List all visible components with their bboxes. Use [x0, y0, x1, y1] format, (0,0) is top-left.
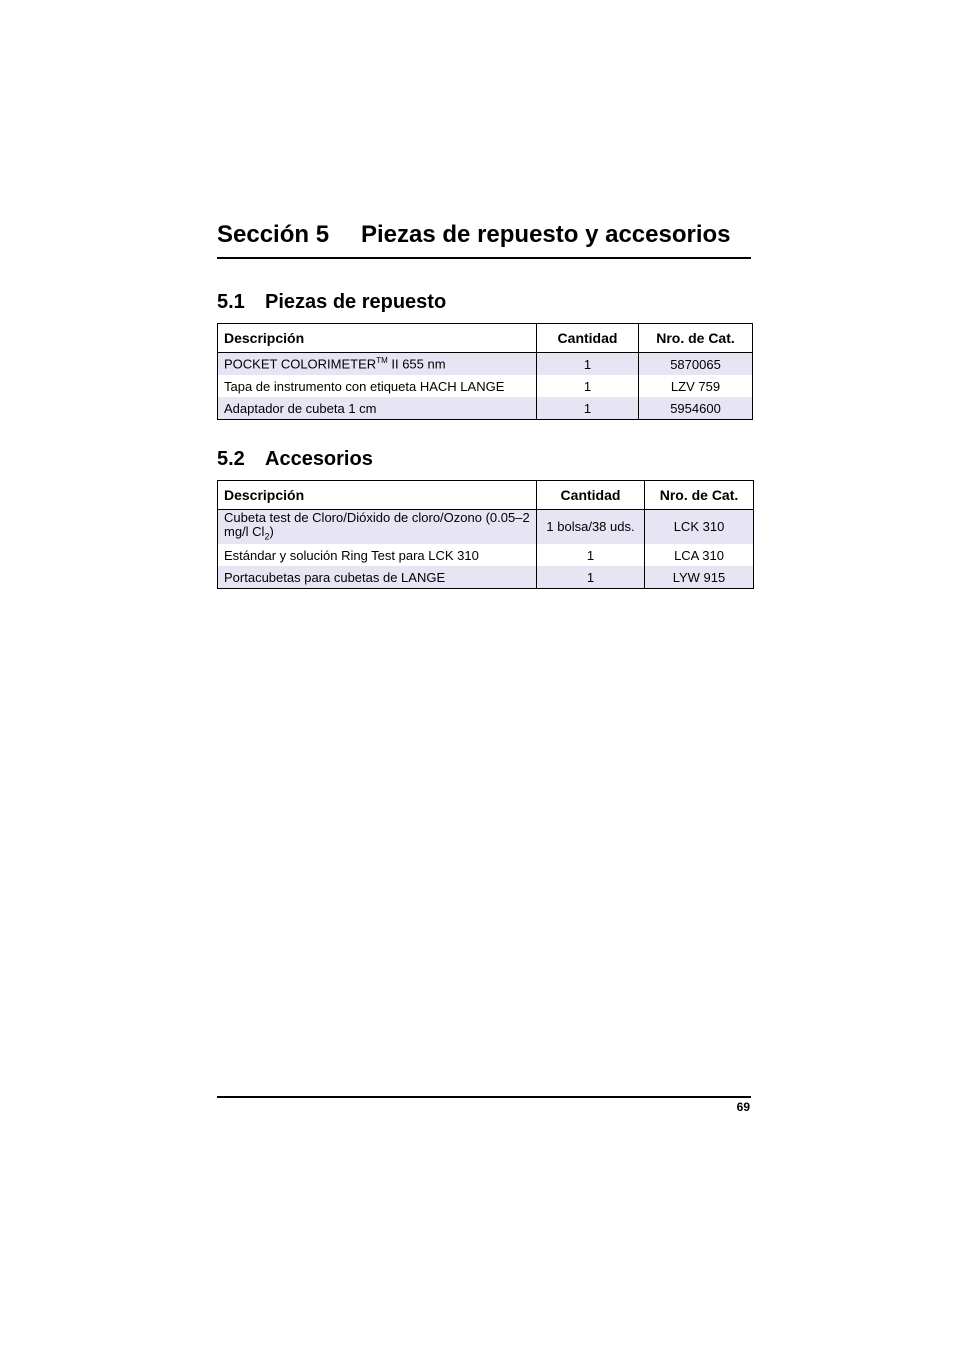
row-catalog-number: 5954600 — [639, 397, 753, 420]
table-header-row — [218, 324, 753, 353]
row-catalog-number: LCK 310 — [645, 510, 754, 545]
row-catalog-number: LZV 759 — [639, 375, 753, 397]
table-row — [218, 375, 753, 397]
row-description: Cubeta test de Cloro/Dióxido de cloro/Ozono (0.05–2 mg/l $Cl_2$) — [218, 510, 537, 545]
column-header-description: Descripción — [218, 324, 537, 353]
row-catalog-number: LYW 915 — [645, 566, 754, 589]
spare-parts-table — [217, 323, 753, 420]
table-row — [218, 566, 754, 589]
subsection-heading-accessories — [217, 447, 373, 471]
row-quantity: 1 — [537, 397, 639, 420]
subscript: 2 — [264, 531, 270, 542]
column-header-description: Descripción — [218, 481, 537, 510]
section-heading — [217, 219, 751, 259]
subsection-title: Piezas de repuesto — [265, 291, 447, 313]
row-catalog-number: LCA 310 — [645, 544, 754, 566]
row-quantity: 1 — [537, 353, 639, 376]
subsection-number: 5.1 — [217, 291, 245, 313]
page-number: 69 — [736, 1100, 750, 1114]
row-quantity: 1 — [537, 566, 645, 589]
column-header-catalog-number: Nro. de Cat. — [639, 324, 753, 353]
table-header-row — [218, 481, 754, 510]
row-catalog-number: 5870065 — [639, 353, 753, 376]
table-row — [218, 544, 754, 566]
row-description: Adaptador de cubeta 1 cm — [218, 397, 537, 420]
row-quantity: 1 — [537, 544, 645, 566]
table-row — [218, 397, 753, 420]
table-row — [218, 353, 753, 376]
row-description: Portacubetas para cubetas de LANGE — [218, 566, 537, 589]
column-header-quantity: Cantidad — [537, 324, 639, 353]
trademark-superscript: TM — [376, 356, 388, 366]
row-description: Tapa de instrumento con etiqueta HACH LANGE — [218, 375, 537, 397]
column-header-catalog-number: Nro. de Cat. — [645, 481, 754, 510]
footer-divider — [217, 1096, 751, 1098]
accessories-table — [217, 480, 754, 589]
subsection-heading-spare-parts — [217, 290, 446, 314]
row-quantity: 1 bolsa/38 uds. — [537, 510, 645, 545]
row-description: Estándar y solución Ring Test para LCK 310 — [218, 544, 537, 566]
section-number: Sección 5 — [217, 221, 330, 248]
row-description: POCKET COLORIMETER™ II 655 nm — [218, 353, 537, 376]
section-title: Piezas de repuesto y accesorios — [361, 221, 731, 248]
subsection-title: Accesorios — [265, 448, 373, 470]
subsection-number: 5.2 — [217, 448, 245, 470]
row-quantity: 1 — [537, 375, 639, 397]
table-row — [218, 510, 754, 545]
column-header-quantity: Cantidad — [537, 481, 645, 510]
